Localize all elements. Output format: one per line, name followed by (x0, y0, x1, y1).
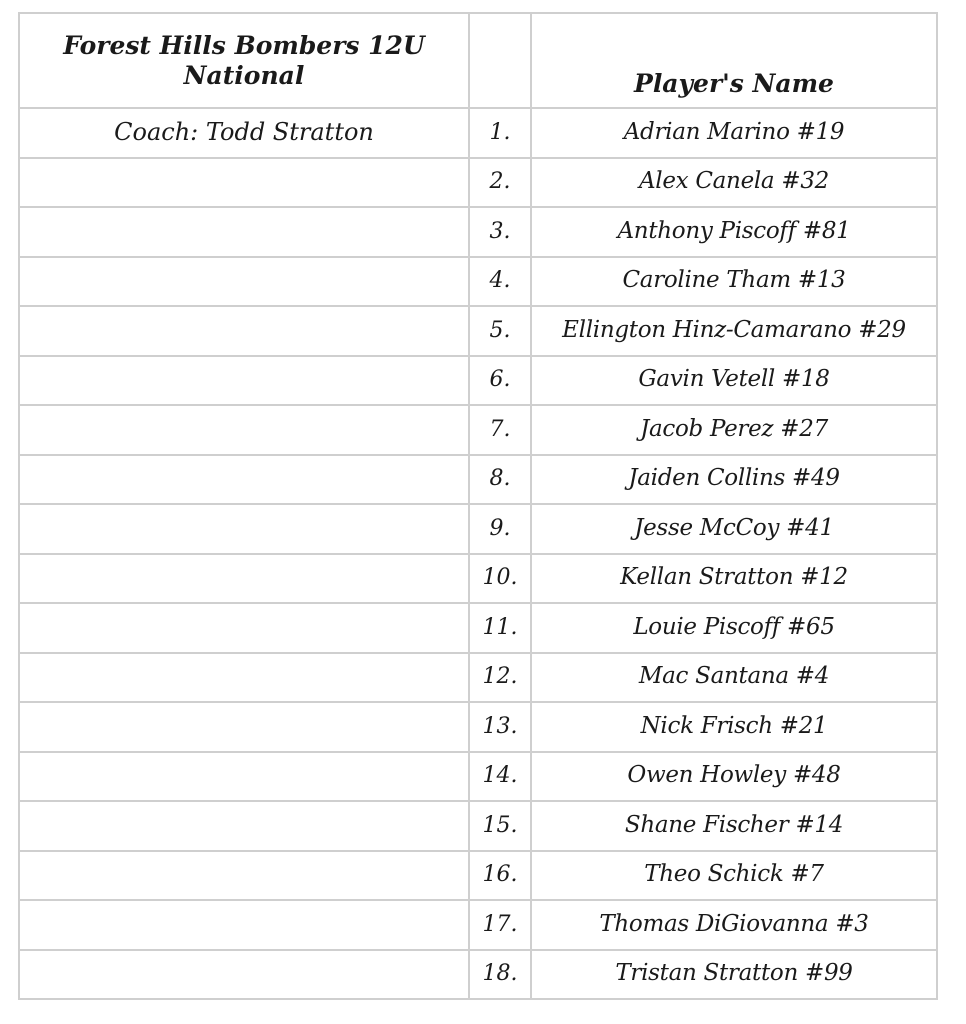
player-name: Anthony Piscoff #81 (531, 207, 937, 257)
empty-cell (19, 356, 469, 406)
table-row (19, 900, 937, 950)
player-number: 3. (469, 207, 531, 257)
player-name: Owen Howley #48 (531, 752, 937, 802)
header-row (19, 13, 937, 108)
table-row (19, 702, 937, 752)
player-name: Adrian Marino #19 (531, 108, 937, 158)
player-name: Jaiden Collins #49 (531, 455, 937, 505)
table-row (19, 455, 937, 505)
table-row (19, 950, 937, 1000)
empty-cell (19, 158, 469, 208)
player-name: Alex Canela #32 (531, 158, 937, 208)
table-row (19, 653, 937, 703)
empty-cell (19, 752, 469, 802)
table-row (19, 504, 937, 554)
empty-cell (19, 504, 469, 554)
player-number: 8. (469, 455, 531, 505)
table-row (19, 851, 937, 901)
empty-cell (19, 405, 469, 455)
player-name: Shane Fischer #14 (531, 801, 937, 851)
empty-cell (19, 801, 469, 851)
player-number: 11. (469, 603, 531, 653)
roster-table (18, 12, 938, 1000)
table-row (19, 603, 937, 653)
empty-cell (19, 257, 469, 307)
empty-cell (19, 554, 469, 604)
player-number: 18. (469, 950, 531, 1000)
player-name: Jesse McCoy #41 (531, 504, 937, 554)
player-name: Mac Santana #4 (531, 653, 937, 703)
table-row (19, 207, 937, 257)
player-number: 13. (469, 702, 531, 752)
player-name: Thomas DiGiovanna #3 (531, 900, 937, 950)
player-number: 9. (469, 504, 531, 554)
empty-cell (19, 950, 469, 1000)
roster-body (19, 13, 937, 999)
player-number: 12. (469, 653, 531, 703)
player-name: Caroline Tham #13 (531, 257, 937, 307)
table-row (19, 356, 937, 406)
player-name: Gavin Vetell #18 (531, 356, 937, 406)
player-number: 5. (469, 306, 531, 356)
table-row (19, 306, 937, 356)
player-number: 4. (469, 257, 531, 307)
player-number: 2. (469, 158, 531, 208)
player-name: Tristan Stratton #99 (531, 950, 937, 1000)
player-name: Theo Schick #7 (531, 851, 937, 901)
player-number: 1. (469, 108, 531, 158)
player-number: 7. (469, 405, 531, 455)
player-number: 6. (469, 356, 531, 406)
table-row (19, 257, 937, 307)
player-number: 14. (469, 752, 531, 802)
player-name: Jacob Perez #27 (531, 405, 937, 455)
table-row (19, 554, 937, 604)
empty-cell (19, 851, 469, 901)
player-name: Louie Piscoff #65 (531, 603, 937, 653)
table-row (19, 801, 937, 851)
player-name: Nick Frisch #21 (531, 702, 937, 752)
player-number: 15. (469, 801, 531, 851)
player-number: 17. (469, 900, 531, 950)
empty-cell (19, 603, 469, 653)
table-row (19, 405, 937, 455)
table-row (19, 108, 937, 158)
team-name-heading: Forest Hills Bombers 12U National (19, 13, 469, 108)
player-name: Ellington Hinz-Camarano #29 (531, 306, 937, 356)
empty-cell (19, 306, 469, 356)
player-name-column-heading: Player's Name (531, 13, 937, 108)
empty-cell (19, 207, 469, 257)
player-number: 16. (469, 851, 531, 901)
table-row (19, 752, 937, 802)
empty-cell (19, 702, 469, 752)
player-name: Kellan Stratton #12 (531, 554, 937, 604)
table-row (19, 158, 937, 208)
empty-cell (19, 900, 469, 950)
empty-cell (19, 455, 469, 505)
player-number: 10. (469, 554, 531, 604)
number-column-heading (469, 13, 531, 108)
coach-name: Coach: Todd Stratton (19, 108, 469, 158)
empty-cell (19, 653, 469, 703)
